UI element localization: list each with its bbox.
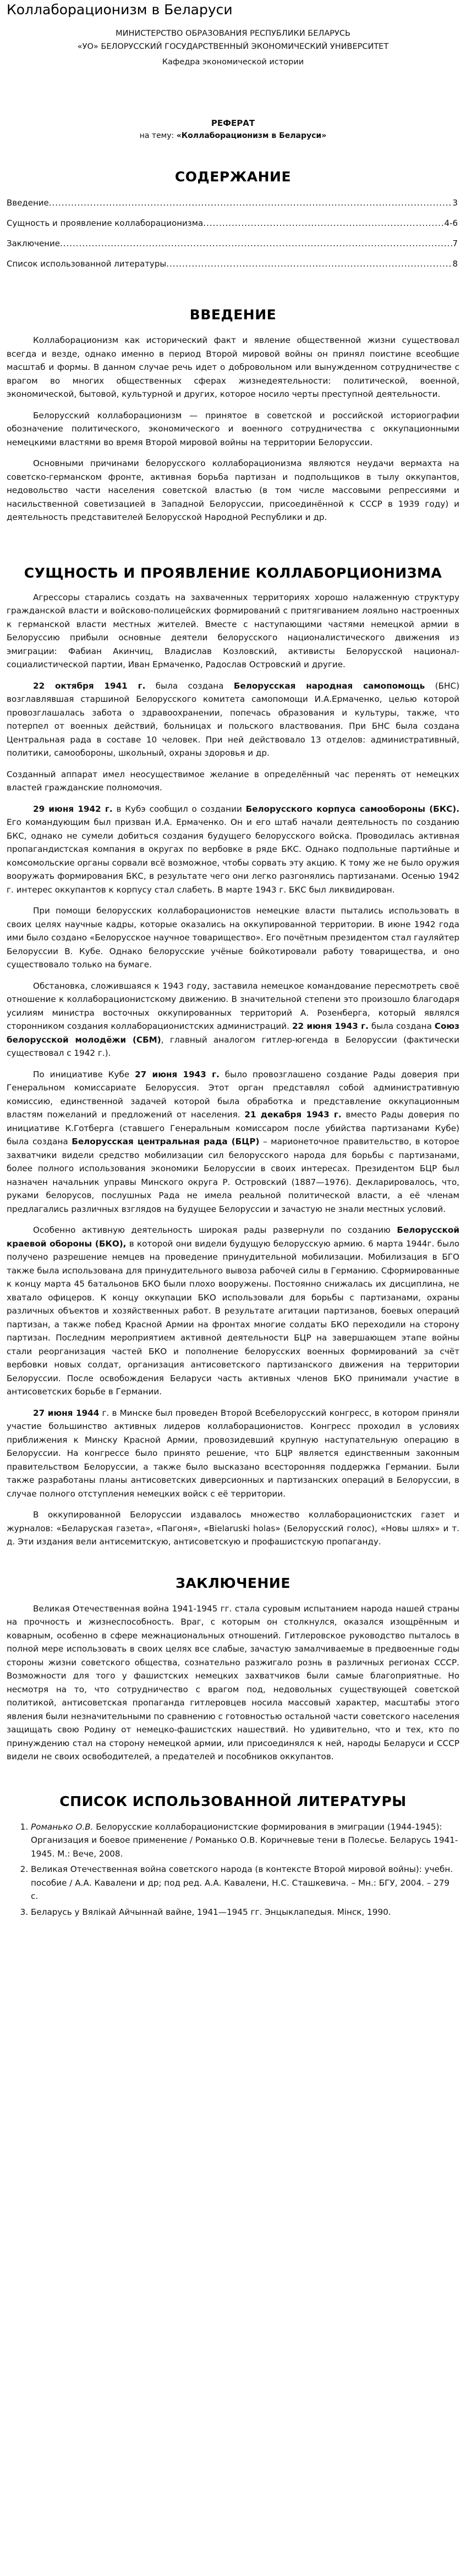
toc-list	[7, 198, 459, 279]
org-highlight: Белорусская народная самопомощь	[233, 680, 425, 691]
paragraph-text: была создана	[145, 680, 234, 691]
references-list	[7, 1820, 459, 1919]
reference-text: Белорусские коллаборационистские формирования в эмиграции (1944-1945): Организация и боевое применение / Романько О.В. Коричневые тени в Полесье. Беларусь 1941-1945. М.: Вече, 2008.	[31, 1821, 458, 1859]
date-highlight: 22 июня 1943 г.	[292, 1021, 369, 1032]
reference-text: Беларусь у Вялікай Айчыннай вайне, 1941—1945 гг. Энцыклапедыя. Мінск, 1990.	[31, 1907, 391, 1917]
toc-item-label: Список использованной литературы	[7, 259, 167, 269]
toc-section	[7, 169, 459, 279]
intro-paragraph: Белорусский коллаборационизм — принятое в советской и российской историографии обозначение политического, экономического и военного сотрудничества с оккупационными немецкими властями во время Второй мировой войны на территории Белоруссии.	[7, 410, 459, 447]
reference-item	[31, 1863, 459, 1903]
paragraph-text: Его командующим был призван И.А. Ермаченко. Он и его штаб начали деятельность по созданию БКС, однако не сумели добиться создания будущего белорусского войска. Проводилась активная пропагандистская компания в округах по вербовке в ряде БКС. Однако подпольные партийные и комсомольские органы сорвали всё возможное, чтобы сорвать эту акцию. К тому же не было оружия вооружать формирования БКС, в результате чего они легко разгонялись партизанами. Осенью 1942 г. интерес оккупантов к корпусу стал слабеть. В марте 1943 г. БКС был ликвидирован.	[7, 817, 459, 895]
org-highlight: Белорусского корпуса самообороны (БКС).	[245, 804, 459, 814]
toc-leader	[203, 218, 444, 228]
paragraph-text: (БНС) возглавлявшая старшиной Белорусского комитета самопомощи И.А.Ермаченко, целью которой провозглашалась забота о здравоохранении, попечась образования и культуры, также, что потерпел от военных действий, больницах и польского властвования. При БНС была создана Центральная рада в составе 10 человек. При ней действовало 13 отделов: административный, политики, самообороны, школьный, охраны здоровья и др.	[7, 680, 460, 758]
document-title: Коллаборационизм в Беларуси	[7, 2, 233, 18]
references-heading: СПИСОК ИСПОЛЬЗОВАННОЙ ЛИТЕРАТУРЫ	[59, 1793, 407, 1809]
toc-item-label: Сущность и проявление коллаборационизма	[7, 218, 204, 229]
reference-text: Великая Отечественная война советского народа (в контексте Второй мировой войны): учебн. пособие / А.А. Кавалени и др; под ред. А.А. Кавалени, Н.С. Сташкевича. – Мн.: БГУ, 2004. – 279 с.	[31, 1864, 453, 1902]
date-highlight: 27 июня 1943 г.	[135, 1069, 220, 1079]
body-paragraph: Агрессоры старались создать на захваченных территориях хорошо налаженную структуру гражданской власти и войсково-полицейских формирований с притягиванием лояльно настроенных к германской власти местных жителей. Вместе с наступающими частями немецкой армии в Белоруссию прибыли основные деятели белорусского националистического движения из эмиграции: Фабиан Акинчиц, Владислав Козловский, активисты Белорусской национал-социалистической партии, Иван Ермаченко, Радослав Островский и другие.	[7, 592, 459, 670]
intro-heading: ВВЕДЕНИЕ	[189, 307, 277, 323]
toc-item[interactable]	[7, 239, 459, 259]
toc-leader	[60, 239, 452, 248]
org-highlight: Белорусской краевой обороны (БКО),	[7, 1225, 459, 1249]
paragraph-text: была создана	[368, 1021, 435, 1032]
toc-leader	[49, 198, 453, 208]
date-highlight: 22 октября 1941 г.	[33, 680, 146, 691]
department-name: Кафедра экономической истории	[162, 58, 304, 67]
body-paragraph	[7, 1068, 459, 1216]
toc-item[interactable]	[7, 198, 459, 218]
toc-item[interactable]	[7, 259, 459, 279]
paragraph-text: – марионеточное правительство, в которое захватчики видели средство мобилизации сил белорусского народа для борьбы с партизанами, более полного использования экономики Белоруссии в своих интересах. Президентом БЦР был назначен начальник управы Минского округа Р. Островский (1887—1976). Декларировалось, что, руками белорусов, послушных Рада не имела реальной политической власти, а её членам предлагались различных взглядов на будущее Белоруссии и зачастую не знали местных условий.	[7, 1137, 460, 1214]
body-paragraph	[7, 1223, 459, 1399]
paragraph-text: По инициативе Кубе	[33, 1069, 135, 1079]
toc-item-page: 7	[452, 239, 458, 249]
toc-heading: СОДЕРЖАНИЕ	[174, 169, 292, 185]
paragraph-text: Особенно активную деятельность широкая рады развернули по созданию	[33, 1225, 397, 1236]
conclusion-paragraph: Великая Отечественная война 1941-1945 гг. стала суровым испытанием народа нашей страны на прочность и жизнеспособность. Враг, с которым он столкнулся, оказался изощрённым и коварным, особенно в сфере межнациональных отношений. Гитлеровское руководство пыталось в полной мере использовать в своих целях все слабые, зачастую замалчиваемые в предвоенные годы стороны жизни советского общества, сознательно разжигало рознь в различных регионах СССР. Возможности для того у фашистских немецких захватчиков были самые благоприятные. Но несмотря на то, что сотрудничество с врагом под, недовольных существующей советской политикой, антисоветская пропаганда гитлеровцев носила массовый характер, масштабы этого явления были незначительными по сравнению с готовностью остальной части советского населения защищать свою Родину от немецко-фашистских нашествий. Но удивительно, что и тех, кто по принуждению стал на сторону немецкой армии, или присоединялся к ней, народы Беларуси и СССР видели не своих освободителей, а предателей и пособников оккупантов.	[7, 1603, 459, 1762]
org-highlight: Союз белорусской молодёжи (СБМ)	[7, 1021, 459, 1045]
date-highlight: 29 июня 1942 г.	[33, 804, 113, 814]
paragraph-text: вместо Рады доверия по инициативе К.Готберга (ставшего Генеральным комиссаром после убийства партизанами Кубе) была создана	[7, 1110, 459, 1147]
topic-title: «Коллаборационизм в Беларуси»	[176, 131, 327, 141]
intro-section	[7, 307, 459, 524]
body-paragraph	[7, 679, 459, 760]
toc-item-label: Введение	[7, 198, 49, 208]
toc-item[interactable]	[7, 218, 459, 239]
paragraph-text: г. в Минске был проведен Второй Всебелорусский конгресс, в котором приняли участие большинство активных лидеров коллаборационистов. Конгресс проходил в условиях приближения к Минску Красной Армии, провозидевший крупную наступательную операцию в Белоруссии. На конгрессе было принято решение, что БЦР является единственным законным правительством Белоруссии, а также было высказано всесторонняя поддержка Германии. Были также разработаны планы антисоветских диверсионных и партизанских операций в Белоруссии, в случае полного отступления немецких войск с её территории.	[7, 1408, 459, 1499]
ministry-name: МИНИСТЕРСТВО ОБРАЗОВАНИЯ РЕСПУБЛИКИ БЕЛАРУСЬ	[116, 29, 350, 38]
main-heading: СУЩНОСТЬ И ПРОЯВЛЕНИЕ КОЛЛАБОРЦИОНИЗМА	[24, 564, 442, 581]
date-highlight: 21 декабря 1943 г.	[244, 1110, 342, 1120]
university-name: «УО» БЕЛОРУССКИЙ ГОСУДАРСТВЕННЫЙ ЭКОНОМИЧЕСКИЙ УНИВЕРСИТЕТ	[77, 42, 389, 52]
date-highlight: 27 июня 1944	[33, 1408, 100, 1418]
body-paragraph: При помощи белорусских коллаборационистов немецкие власти пытались использовать в своих целях научные кадры, которые оказались на оккупированной территории. В июне 1942 года ими было создано «Белорусское научное товарищество». Его почётным президентом стал гауляйтер Белоруссии В. Кубе. Однако белорусские учёные бойкотировали работу товарищества, и оно существовало только на бумаге.	[7, 906, 459, 970]
paragraph-text: в которой они видели будущую белорусскую армию. 6 марта 1944г. было получено разрешение немцев на проведение принудительной мобилизации. Мобилизация в БГО также была использована для принудительного вывоза рабочей силы в Германию. Сформированные к концу марта 45 батальонов БКО были плохо вооружены. Постоянно снижалась их дисциплина, не хватало офицеров. К концу оккупации БКО использовали для борьбы с партизанами, охраны различных объектов и хозяйственных работ. В результате агитации партизанов, боевых операций партизан, а также побед Красной Армии на фронтах многие солдаты БКО переходили на сторону партизан. Последним мероприятием активной деятельности БЦР на завершающем этапе войны стали реорганизация частей БКО и пополнение белорусских военных формирований за счёт вербовки новых солдат, организация антисоветского партизанского движения на территории Белоруссии. После освобождения Беларуси часть активных членов БКО принимали участие в антисоветских борьбе в Германии.	[7, 1238, 459, 1397]
paragraph-text: в Кубэ сообщил о создании	[112, 804, 246, 814]
toc-item-page: 4-6	[444, 218, 458, 229]
toc-item-page: 8	[452, 259, 458, 269]
document-page	[0, 1, 466, 1943]
references-section	[7, 1793, 459, 1919]
body-paragraph: В оккупированной Белоруссии издавалось множество коллаборационистских газет и журналов: «Беларуская газета», «Пагоня», «Bielaruski holas» (Белорусский голос), «Новы шлях» и т. д. Эти издания вели антисемитскую, антисоветскую и профашистскую пропаганду.	[7, 1510, 459, 1547]
paragraph-text: Обстановка, сложившаяся к 1943 году, заставила немецкое командование пересмотреть своё отношение к коллаборационистскому движению. В значительной степени это произошло благодаря усилиям министра восточных оккупированных территорий А. Розенберга, который являлся сторонником создания коллаборационистских администраций.	[7, 980, 459, 1032]
body-paragraph	[7, 1406, 459, 1501]
reference-item	[31, 1905, 459, 1919]
work-type: РЕФЕРАТ	[211, 118, 255, 129]
paragraph-text: , главный аналогом гитлер-югенда в Белоруссии (фактически существовал с 1942 г.).	[7, 1034, 459, 1059]
body-paragraph	[7, 979, 459, 1060]
org-highlight: Белорусская центральная рада (БЦР)	[72, 1137, 260, 1147]
reference-item	[31, 1820, 459, 1861]
topic-prefix: на тему:	[139, 131, 177, 141]
intro-paragraph: Основными причинами белорусского коллаборационизма являются неудачи вермахта на советско-германском фронте, активная борьба партизан и подпольщиков в тылу оккупантов, недовольство части населения советской властью (в том числе массовыми репрессиями и насильственной советизацией в Западной Белоруссии, присоединённой к СССР в 1939 году) и деятельность представителей Белорусской Народной Республики и др.	[7, 458, 459, 523]
conclusion-heading: ЗАКЛЮЧЕНИЕ	[176, 1575, 290, 1591]
toc-item-label: Заключение	[7, 239, 60, 249]
work-topic	[7, 131, 459, 140]
body-paragraph: Созданный аппарат имел неосуществимое желание в определённый час перенять от немецких властей гражданские полномочия.	[7, 769, 459, 793]
title-page	[7, 27, 459, 140]
toc-leader	[166, 259, 452, 269]
conclusion-section	[7, 1575, 459, 1764]
intro-paragraph: Коллаборационизм как исторический факт и явление общественной жизни существовал всегда и везде, однако именно в период Второй мировой войны он принял поистине всеобщие масштаб и формы. В данном случае речь идет о добровольном или вынужденном сотрудничестве с врагом во многих общественных сферах жизнедеятельности: политической, военной, экономической, бытовой, культурной и других, которое носило черты преступной деятельности.	[7, 335, 459, 400]
body-paragraph	[7, 802, 459, 897]
paragraph-text: было провозглашено создание Рады доверия при Генеральном комиссариате Белоруссия. Этот орган представлял собой административную комиссию, единственной задачей которой была обработка и представление оккупационным властям пожеланий и предложений от населения.	[7, 1069, 460, 1120]
reference-author: Романько О.В.	[31, 1821, 94, 1832]
toc-item-page: 3	[452, 198, 458, 208]
main-section	[7, 565, 459, 1549]
